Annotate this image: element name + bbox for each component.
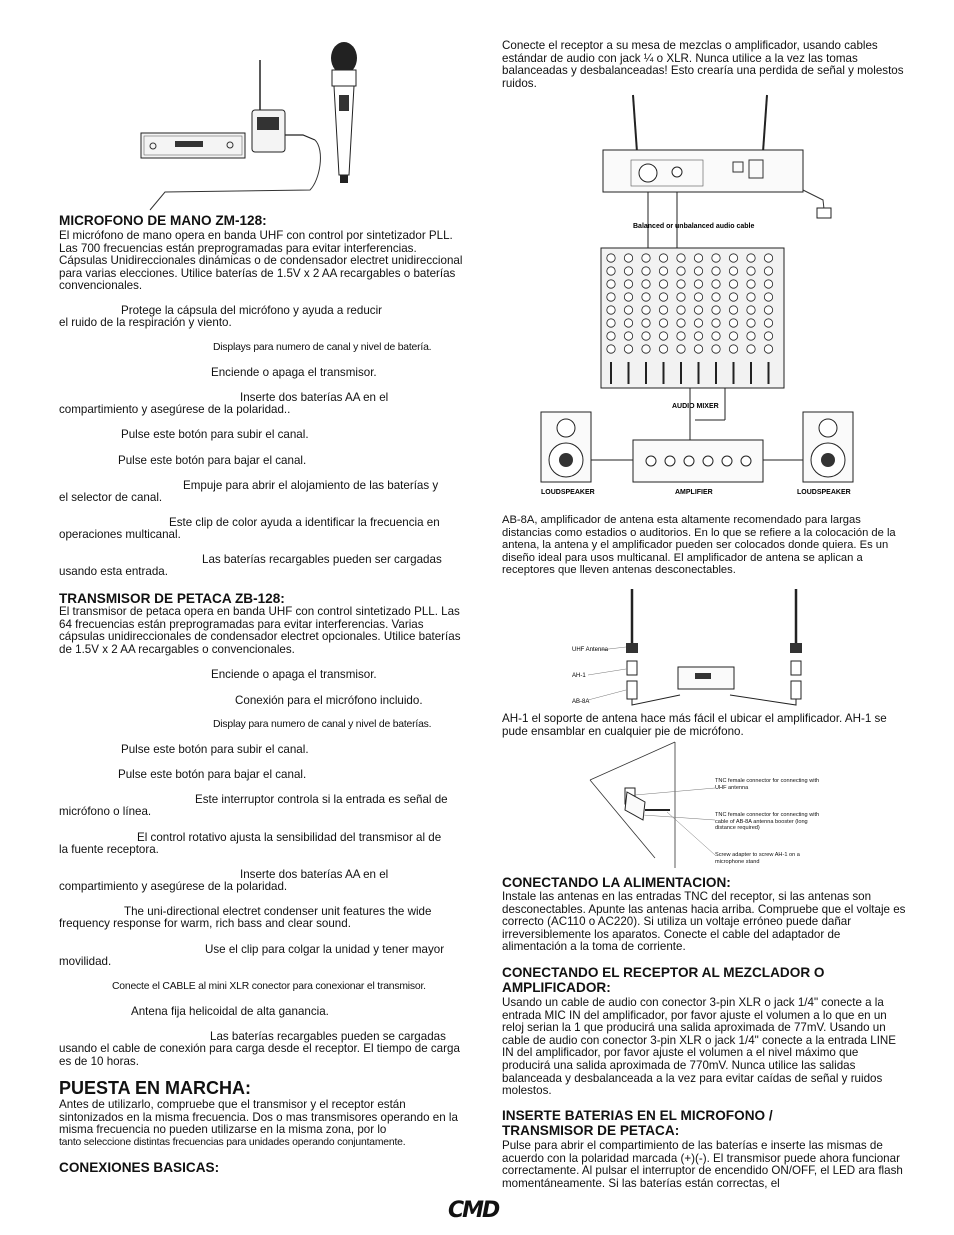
antenna-stand-diagram — [585, 740, 820, 870]
mixer-knob — [764, 293, 772, 301]
mixer-knob — [624, 345, 632, 353]
mixer-knob — [712, 267, 720, 275]
petaca-intro: El transmisor de petaca opera en banda UHF con control sintetizado PLL. Las 64 frecuencias están preprogramadas para evitar interferencias. Varias cápsulas unidireccionales de condensador electret opcionales. Utilice baterías de 1.5V x 2 AA recargables o convencionales. — [59, 605, 461, 656]
mixer-knob — [694, 254, 702, 262]
mixer-knob — [659, 293, 667, 301]
mixer-knob — [729, 267, 737, 275]
mixer-knob — [677, 293, 685, 301]
ah1-text: AH-1 el soporte de antena hace más fácil el ubicar el amplificador. AH-1 se pude ensamblar en cualquier pie de micrófono. — [502, 712, 887, 738]
mixer-knob — [659, 332, 667, 340]
mixer-knob — [624, 319, 632, 327]
mic-item: operaciones multicanal. — [59, 528, 181, 541]
petaca-item: Inserte dos baterías AA en el — [240, 868, 389, 881]
petaca-item: El control rotativo ajusta la sensibilidad del transmisor al de — [137, 831, 442, 844]
mic-item: Las baterías recargables pueden ser cargadas — [202, 553, 442, 566]
mixer-knob — [624, 293, 632, 301]
mic-item: compartimiento y asegúrese de la polaridad.. — [59, 403, 291, 416]
mixer-knob — [642, 332, 650, 340]
mic-item: Pulse este botón para bajar el canal. — [118, 454, 307, 467]
petaca-item: Antena fija helicoidal de alta ganancia. — [131, 1005, 329, 1018]
mixer-knob — [712, 280, 720, 288]
mixer-knob — [694, 345, 702, 353]
ab8a-text: AB-8A, amplificador de antena esta altamente recomendado para largas distancias como estadios o auditorios. En lo que se refiere a la colocación de la antena, la antena y el amplificador pueden ser colocados donde quiera. Es un diseño ideal para usos multicanal. El amplificador de antena se aplican a receptores que lleven antenas desconectables. — [502, 514, 896, 577]
mixer-knob — [607, 345, 615, 353]
mixer-knob — [747, 280, 755, 288]
mixer-label: AUDIO MIXER — [672, 403, 719, 410]
mixer-knob — [642, 280, 650, 288]
mixer-knob — [712, 319, 720, 327]
mixer-knob — [747, 267, 755, 275]
mixer-knob — [607, 267, 615, 275]
alim-text: Instale las antenas en las entradas TNC del receptor, si las antenas son desconectables. Apunte las antenas hacia arriba. Compruebe que el voltaje es correcto (AC110 o AC220). Si utiliza un voltaje erróneo puede dañar irreversiblemente los aparatos. Conecte el cable del adaptador de alimentación a la toma de corriente. — [502, 890, 906, 954]
amplifier-knob — [741, 456, 751, 466]
mixer-knob — [607, 254, 615, 262]
mixer-knob — [747, 345, 755, 353]
petaca-item: Este interruptor controla si la entrada es señal de — [195, 793, 448, 806]
petaca-item: Pulse este botón para bajar el canal. — [118, 768, 307, 781]
label-ah1: AH-1 — [572, 673, 586, 679]
mixer-knob — [712, 332, 720, 340]
mixer-knob — [712, 293, 720, 301]
mic-item: Empuje para abrir el alojamiento de las baterías y — [183, 479, 439, 492]
mixer-knob — [624, 267, 632, 275]
mic-item: Displays para numero de canal y nivel de batería. — [213, 342, 432, 353]
amplifier-knob — [703, 456, 713, 466]
speaker-right-label: LOUDSPEAKER — [797, 489, 851, 496]
petaca-item: frequency response for warm, rich bass and clear sound. — [59, 917, 351, 930]
mixer-knob — [677, 319, 685, 327]
mixer-knob — [642, 254, 650, 262]
mixer-knob — [764, 267, 772, 275]
speaker-left-label: LOUDSPEAKER — [541, 489, 595, 496]
petaca-item: Use el clip para colgar la unidad y tener mayor — [205, 943, 445, 956]
amplifier-knob — [722, 456, 732, 466]
mixer-knob — [729, 293, 737, 301]
mixer-knob — [694, 306, 702, 314]
mic-item: usando esta entrada. — [59, 565, 168, 578]
baterias-heading: INSERTE BATERIAS EN EL MICROFONO / TRANSMISOR DE PETACA: — [502, 1108, 773, 1138]
mixer-knob — [747, 306, 755, 314]
mixer-knob — [607, 319, 615, 327]
baterias-text: Pulse para abrir el compartimiento de las baterías e inserte las mismas de acuerdo con la polaridad marcada (+)(-). El transmisor puede ahora funcionar correctamente. Al pulsar el interruptor de encendido ON/OFF, el LED ara flash momentáneamente. Si las baterías están correctas, el — [502, 1139, 903, 1190]
mixer-knob — [694, 319, 702, 327]
mixer-knob — [747, 319, 755, 327]
mic-item: Pulse este botón para subir el canal. — [121, 428, 309, 441]
mixer-knob — [677, 306, 685, 314]
mixer-knob — [729, 306, 737, 314]
petaca-item: la fuente receptora. — [59, 843, 159, 856]
connect-intro: Conecte el receptor a su mesa de mezclas o amplificador, usando cables estándar de audio con jack ¼ o XLR. Nunca utilice a la vez las tomas balanceadas y desbalanceadas! Esto crearía una perdida de señal y molestos ruidos. — [502, 39, 904, 90]
petaca-item: compartimiento y asegúrese de la polaridad. — [59, 880, 288, 893]
mixer-knob — [747, 254, 755, 262]
mixer-knob — [624, 280, 632, 288]
puesta-text: Antes de utilizarlo, compruebe que el transmisor y el receptor están sintonizados en la misma frecuencia. Dos o mas transmisores operando en la misma frecuencia no pueden utilizarse en la misma zona, por lo — [59, 1098, 458, 1137]
mixer-knob — [642, 319, 650, 327]
mixer-knob — [712, 254, 720, 262]
mixer-knob — [642, 306, 650, 314]
alim-heading: CONECTANDO LA ALIMENTACION: — [502, 875, 731, 890]
puesta-text-2: tanto seleccione distintas frecuencias para unidades operando conjuntamente. — [59, 1137, 406, 1148]
petaca-item: micrófono o línea. — [59, 805, 152, 818]
mixer-knob — [764, 332, 772, 340]
mixer-knob — [677, 345, 685, 353]
mixer-knob — [729, 345, 737, 353]
amplifier-knob — [684, 456, 694, 466]
mic-item: Enciende o apaga el transmisor. — [211, 366, 377, 379]
amplifier-knob — [665, 456, 675, 466]
amplifier-knob — [646, 456, 656, 466]
label-ab8a: AB-8A — [572, 699, 590, 705]
petaca-item: Las baterías recargables pueden se cargadas — [210, 1030, 446, 1043]
mixer-knob — [677, 280, 685, 288]
mic-item: Este clip de color ayuda a identificar la frecuencia en — [169, 516, 440, 529]
mixer-knob — [712, 345, 720, 353]
mixer-knob — [659, 345, 667, 353]
mic-item: Protege la cápsula del micrófono y ayuda a reducir — [121, 304, 383, 317]
mixer-knob — [694, 293, 702, 301]
mic-item: el selector de canal. — [59, 491, 163, 504]
mixer-knob — [729, 332, 737, 340]
stand-label-1: TNC female connector for connecting with UHF antenna — [715, 778, 820, 791]
mixer-knob — [677, 254, 685, 262]
mixer-knob — [764, 345, 772, 353]
label-uhf-antenna: UHF Antenna — [572, 647, 609, 653]
amplifier-label: AMPLIFIER — [675, 489, 713, 496]
mixer-knob — [764, 306, 772, 314]
mixer-knob — [607, 306, 615, 314]
stand-label-3: Screw adapter to screw AH-1 on a microphone stand — [715, 852, 800, 865]
stand-label-2: TNC female connector for connecting with cable of AB-8A antenna booster (long distance required) — [715, 812, 820, 831]
mic-item: Inserte dos baterías AA en el — [240, 391, 389, 404]
mixer-knob — [607, 280, 615, 288]
mixer-knob — [659, 254, 667, 262]
antenna-booster-diagram — [570, 585, 825, 715]
mixer-knob — [694, 280, 702, 288]
mixer-knob — [764, 254, 772, 262]
mic-intro: El micrófono de mano opera en banda UHF con control por sintetizador PLL. Las 700 frecuencias están preprogramadas para evitar interferencias. Cápsulas Unidireccionales dinámicas o de condensador electret unidireccional para varias elecciones. Utilice baterías de 1.5V x 2 AA recargables o baterías convencionales. — [59, 229, 463, 293]
connection-diagram — [535, 90, 865, 500]
mixer-knob — [694, 267, 702, 275]
mezclador-heading: CONECTANDO EL RECEPTOR AL MEZCLADOR O AMPLIFICADOR: — [502, 965, 825, 995]
mezclador-text: Usando un cable de audio con conector 3-pin XLR o jack 1/4" conecte a la entrada MIC IN del amplificador, por favor ajuste el volumen a lo que en un reloj serian la 1 que producirá una salida aproximada de 77mV. Usando un cable de audio con conector 3-pin XLR o jack 1/4" conecte a la entrada LINE IN del amplificador, por favor ajuste el volumen a el nivel máximo que producirá una salida aproximada de 770mV. Nunca utilice las salidas balanceada y desbalanceada a la vez para evitar caídas de señal y ruidos molestos. — [502, 996, 897, 1098]
mixer-knob — [659, 319, 667, 327]
puesta-heading: PUESTA EN MARCHA: — [59, 1078, 251, 1098]
cable-label: Balanced or unbalanced audio cable — [633, 223, 755, 230]
mixer-knob — [624, 332, 632, 340]
mixer-knob — [747, 332, 755, 340]
mixer-knob — [659, 280, 667, 288]
mixer-knob — [642, 345, 650, 353]
petaca-item: Pulse este botón para subir el canal. — [121, 743, 309, 756]
mixer-knob — [624, 254, 632, 262]
mixer-knob — [607, 293, 615, 301]
petaca-item: usando el cable de conexión para carga desde el receptor. El tiempo de carga es de 10 horas. — [59, 1042, 460, 1068]
mixer-knob — [747, 293, 755, 301]
petaca-item: Enciende o apaga el transmisor. — [211, 668, 377, 681]
wireless-system-illustration — [135, 40, 360, 215]
mixer-knob — [694, 332, 702, 340]
petaca-item: Conexión para el micrófono incluido. — [235, 694, 423, 707]
petaca-item: Display para numero de canal y nivel de baterías. — [213, 719, 432, 730]
petaca-item: The uni-directional electret condenser unit features the wide — [124, 905, 432, 918]
mixer-knob — [764, 280, 772, 288]
mixer-knob — [729, 254, 737, 262]
petaca-item: Conecte el CABLE al mini XLR conector para conexionar el transmisor. — [112, 981, 426, 992]
mic-heading: MICROFONO DE MANO ZM-128: — [59, 213, 267, 228]
cmd-logo: CMD — [448, 1198, 499, 1223]
mixer-knob — [712, 306, 720, 314]
mixer-knob — [642, 267, 650, 275]
mic-item: el ruido de la respiración y viento. — [59, 316, 232, 329]
petaca-item: movilidad. — [59, 955, 112, 968]
mixer-knob — [729, 280, 737, 288]
mixer-knob — [607, 332, 615, 340]
mixer-knob — [642, 293, 650, 301]
mixer-knob — [764, 319, 772, 327]
mixer-knob — [624, 306, 632, 314]
mixer-knob — [659, 306, 667, 314]
mixer-knob — [729, 319, 737, 327]
mixer-knob — [677, 332, 685, 340]
petaca-heading: TRANSMISOR DE PETACA ZB-128: — [59, 591, 285, 606]
mixer-knob — [659, 267, 667, 275]
mixer-knob — [677, 267, 685, 275]
conexiones-heading: CONEXIONES BASICAS: — [59, 1160, 220, 1175]
